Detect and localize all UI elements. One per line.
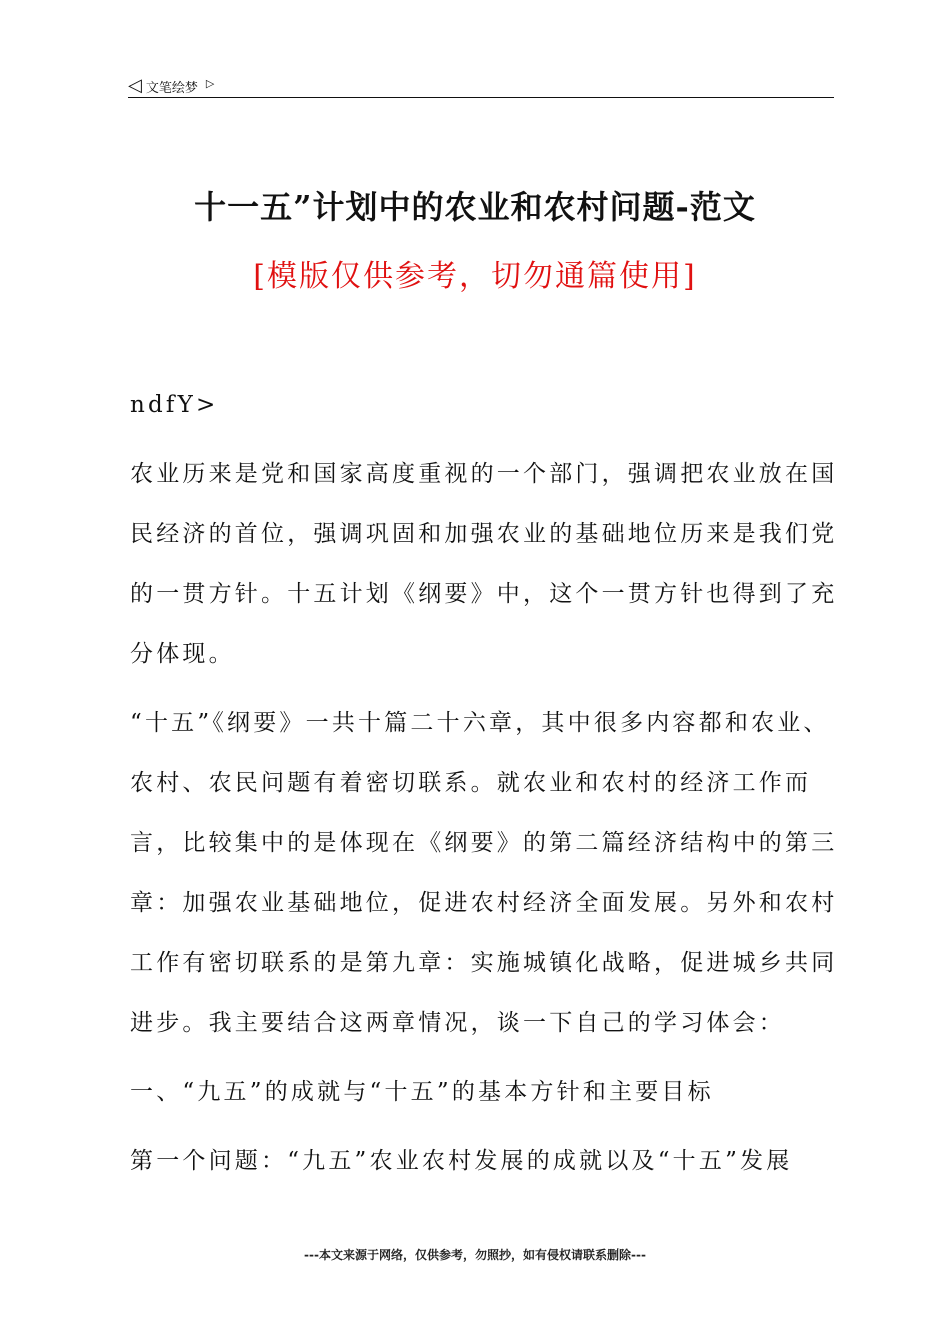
document-body: [130, 375, 850, 1191]
page-header: [128, 74, 834, 98]
paragraph: ndfY>: [130, 392, 219, 418]
paragraph: “十五”《纲要》一共十篇二十六章，其中很多内容都和农业、农村、农民问题有着密切联系。就农业和农村的经济工作而言，比较集中的是体现在《纲要》的第二篇经济结构中的第三章：加强农业基础地位，促进农村经济全面发展。另外和农村工作有密切联系的是第九章：实施城镇化战略，促进城乡共同进步。我主要结合这两章情况，谈一下自己的学习体会：: [130, 710, 838, 1036]
paragraph: 农业历来是党和国家高度重视的一个部门，强调把农业放在国民经济的首位，强调巩固和加强农业的基础地位历来是我们党的一贯方针。十五计划《纲要》中，这个一贯方针也得到了充分体现。: [130, 461, 838, 667]
document-subtitle: [模版仅供参考，切勿通篇使用]: [253, 259, 697, 294]
section-heading: 一、“九五”的成就与“十五”的基本方针和主要目标: [130, 1079, 714, 1105]
document-title: 十一五”计划中的农业和农村问题-范文: [194, 188, 756, 226]
header-brand: 文笔绘梦: [145, 80, 198, 96]
paragraph: 第一个问题：“九五”农业农村发展的成就以及“十五”发展: [130, 1148, 793, 1174]
header-divider: [128, 97, 834, 98]
right-triangle-icon: ▷: [205, 76, 215, 90]
left-triangle-icon: ◁: [128, 75, 142, 96]
page-footer: ---本文来源于网络，仅供参考，勿照抄，如有侵权请联系删除---: [304, 1248, 646, 1262]
